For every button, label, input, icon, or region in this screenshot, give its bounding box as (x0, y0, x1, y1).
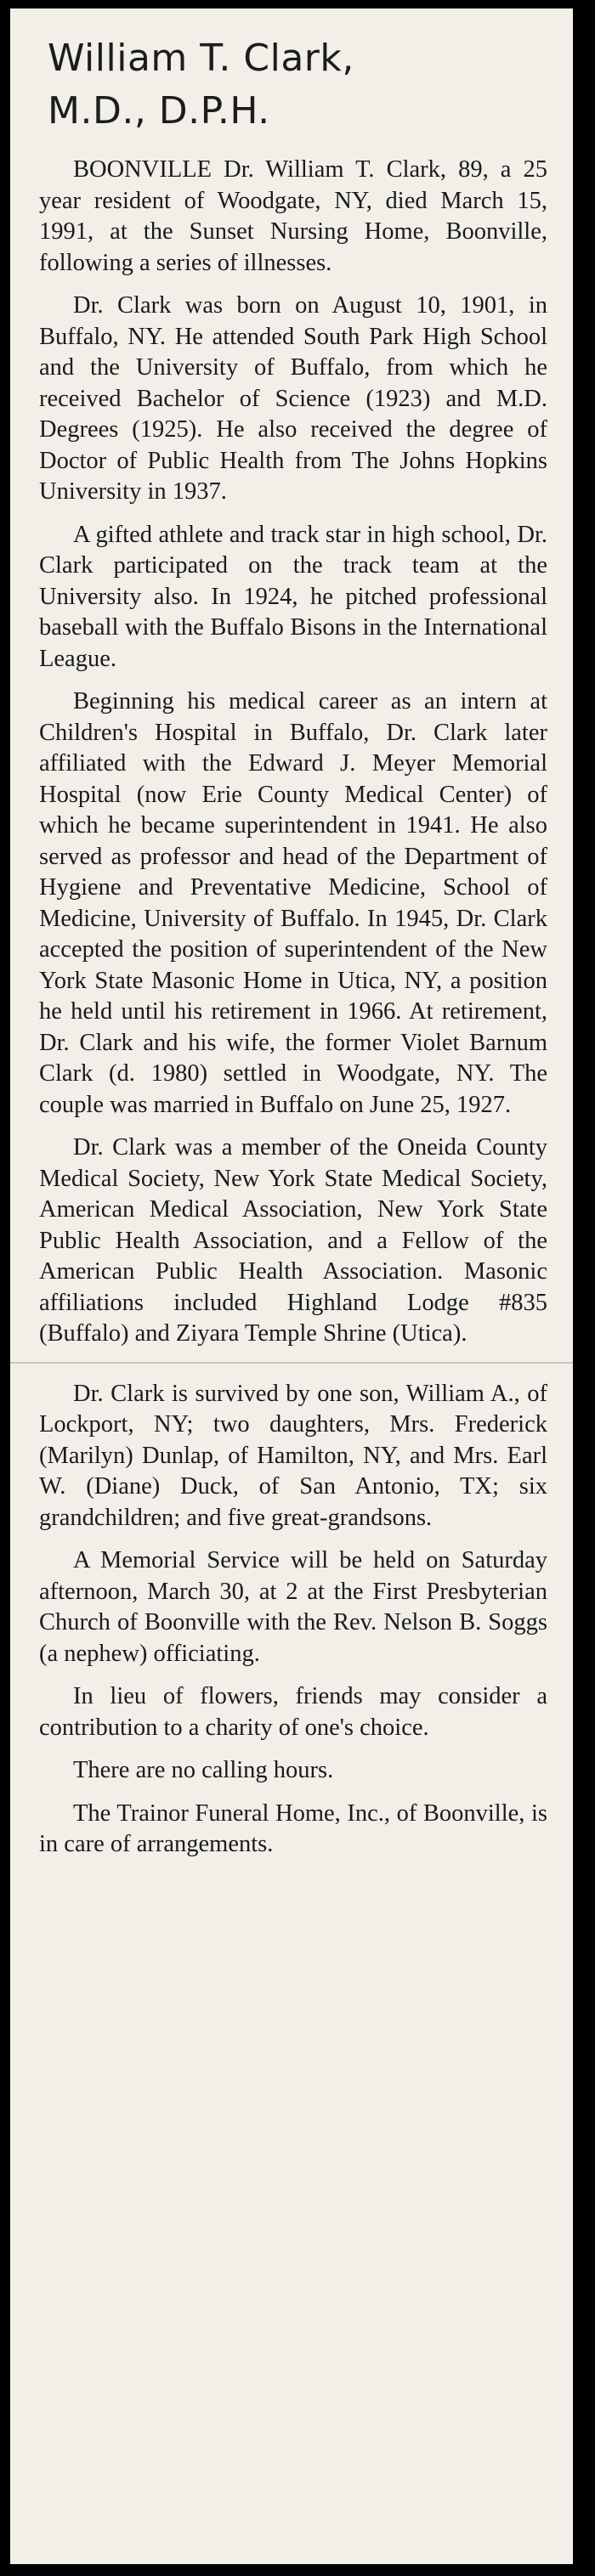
headline-name: William T. Clark, (48, 37, 354, 80)
paragraph-calling-hours: There are no calling hours. (73, 1757, 334, 1783)
paragraph-death-notice: BOONVILLE Dr. William T. Clark, 89, a 25 year resident of Woodgate, NY, died March 15, 1991, at the Sunset Nursing Home, Boonville, following a series of illnesses. (39, 156, 547, 276)
paragraph-funeral-home: The Trainor Funeral Home, Inc., of Boonville, is in care of arrangements. (39, 1799, 547, 1857)
paragraph-in-lieu-of-flowers: In lieu of flowers, friends may consider a contribution to a charity of one's choice. (39, 1683, 547, 1741)
newspaper-clipping (10, 8, 573, 2564)
paragraph-career: Beginning his medical career as an intern at Children's Hospital in Buffalo, Dr. Clark later affiliated with the Edward J. Meyer Memorial Hospital (now Erie County Medical Center) of which he became superintendent in 1941. He also served as professor and head of the Department of Hygiene and Preventative Medicine, School of Medicine, University of Buffalo. In 1945, Dr. Clark accepted the position of superintendent of the New York State Masonic Home in Utica, NY, a position he held until his retirement in 1966. At retirement, Dr. Clark and his wife, the former Violet Barnum Clark (d. 1980) settled in Woodgate, NY. The couple was married in Buffalo on June 25, 1927. (39, 688, 547, 1118)
paragraph-memorial-service: A Memorial Service will be held on Saturday afternoon, March 30, at 2 at the First Presbyterian Church of Boonville with the Rev. Nelson B. Soggs (a nephew) officiating. (39, 1547, 547, 1667)
paragraph-athletics: A gifted athlete and track star in high school, Dr. Clark participated on the track team at the University also. In 1924, he pitched professional baseball with the Buffalo Bisons in the International League. (39, 521, 547, 672)
paragraph-survivors: Dr. Clark is survived by one son, William A., of Lockport, NY; two daughters, Mrs. Frederick (Marilyn) Dunlap, of Hamilton, NY, and Mrs. Earl W. (Diane) Duck, of San Antonio, TX; six grandchildren; and five great-grandsons. (39, 1380, 547, 1531)
headline-degrees: M.D., D.P.H. (48, 89, 270, 133)
headline (48, 32, 547, 138)
paragraph-education: Dr. Clark was born on August 10, 1901, in Buffalo, NY. He attended South Park High School and the University of Buffalo, from which he received Bachelor of Science (1923) and M.D. Degrees (1925). He also received the degree of Doctor of Public Health from The Johns Hopkins University in 1937. (39, 292, 547, 505)
paragraph-memberships: Dr. Clark was a member of the Oneida County Medical Society, New York State Medical Society, American Medical Association, New York State Public Health Association, and a Fellow of the American Public Health Association. Masonic affiliations included Highland Lodge #835 (Buffalo) and Ziyara Temple Shrine (Utica). (39, 1134, 547, 1347)
clipping-fold-line (10, 1362, 573, 1364)
